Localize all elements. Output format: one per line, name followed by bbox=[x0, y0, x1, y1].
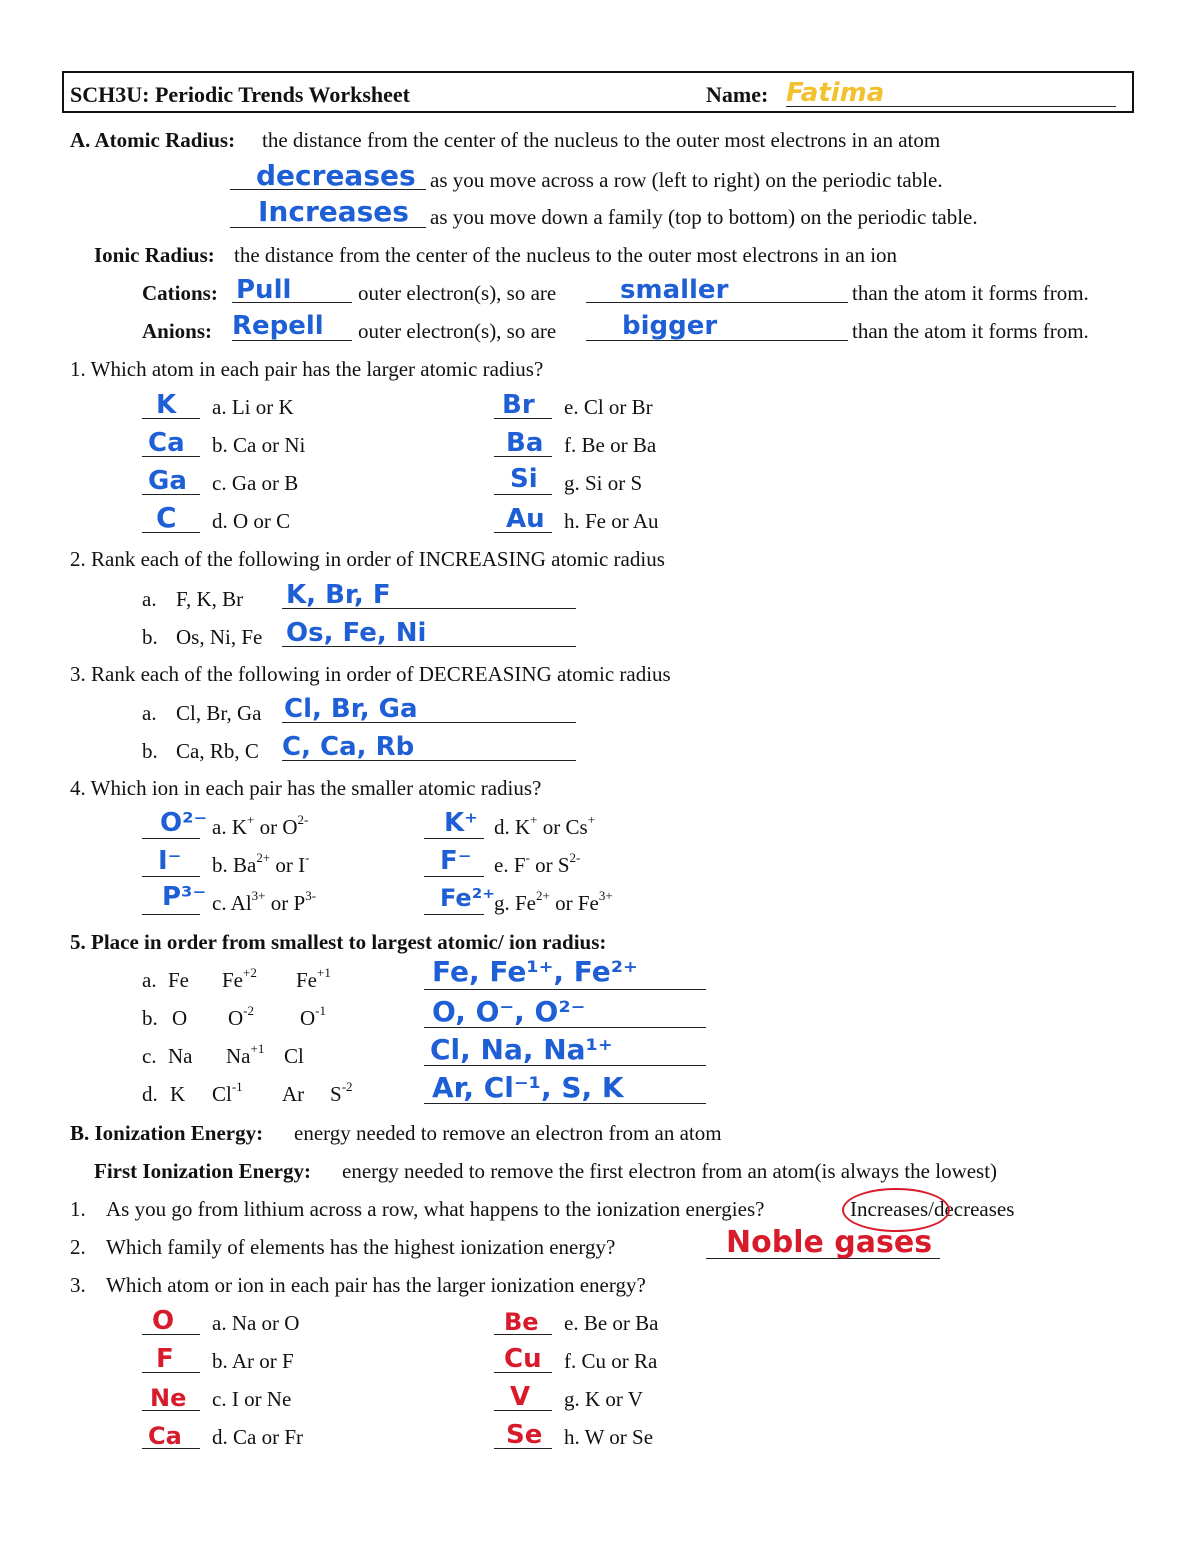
q5a-label: a. bbox=[142, 968, 157, 992]
q5d-answer: Ar, Cl⁻¹, S, K bbox=[432, 1071, 624, 1104]
q1e-answer: Br bbox=[502, 390, 535, 420]
first-ionization-heading: First Ionization Energy: bbox=[94, 1159, 311, 1183]
ionization-heading: B. Ionization Energy: bbox=[70, 1121, 264, 1145]
q3a-answer: Cl, Br, Ga bbox=[284, 694, 418, 724]
b-q1-text: As you go from lithium across a row, what happens to the ionization energies? bbox=[106, 1197, 765, 1221]
q1h-answer: Au bbox=[506, 504, 545, 534]
q5d-c3: Ar bbox=[282, 1082, 305, 1106]
q2b-text: Os, Ni, Fe bbox=[176, 625, 263, 649]
answer-line bbox=[424, 876, 484, 877]
q5-question: 5. Place in order from smallest to largest atomic/ ion radius: bbox=[70, 930, 607, 954]
q1d-answer: C bbox=[156, 501, 177, 534]
anions-end: than the atom it forms from. bbox=[852, 319, 1089, 343]
q5c-label: c. bbox=[142, 1044, 157, 1068]
b-q3b-text: b. Ar or F bbox=[212, 1349, 294, 1373]
ionic-radius-definition: the distance from the center of the nucleus to the outer most electrons in an ion bbox=[234, 243, 898, 267]
q4g-text: g. $Fe^{2+}$ or $Fe^{3+}$ bbox=[494, 888, 613, 915]
b-q1-options: Increases/decreases bbox=[850, 1197, 1015, 1221]
b-q3e-text: e. Be or Ba bbox=[564, 1311, 659, 1335]
q5a-answer: Fe, Fe¹⁺, Fe²⁺ bbox=[432, 955, 638, 988]
anions-answer1: Repell bbox=[232, 311, 324, 341]
b-q3h-answer: Se bbox=[506, 1420, 543, 1450]
q5b-c2: $O^{-2}$ bbox=[228, 1003, 255, 1030]
ionic-radius-heading: Ionic Radius: bbox=[94, 243, 215, 267]
q1g-text: g. Si or S bbox=[564, 471, 643, 495]
b-q3d-text: d. Ca or Fr bbox=[212, 1425, 303, 1449]
q5d-c4: $S^{-2}$ bbox=[330, 1079, 353, 1106]
answer-line bbox=[494, 494, 552, 495]
q5a-c1: Fe bbox=[168, 968, 189, 992]
q4a-text: a. K+ or $O^{2-}$ bbox=[212, 812, 309, 839]
cations-answer1: Pull bbox=[236, 275, 292, 305]
trend2-text: as you move down a family (top to bottom) on the periodic table. bbox=[430, 205, 978, 229]
q3a-label: a. bbox=[142, 701, 157, 725]
q4a-answer: O²⁻ bbox=[160, 808, 208, 838]
q5c-c2: $Na^{+1}$ bbox=[226, 1041, 265, 1068]
q5c-c1: Na bbox=[168, 1044, 193, 1068]
b-q3e-answer: Be bbox=[504, 1308, 539, 1336]
b-q3g-answer: V bbox=[510, 1382, 531, 1412]
q4e-text: e. F- or $S^{2-}$ bbox=[494, 850, 581, 877]
q5b-c3: $O^{-1}$ bbox=[300, 1003, 327, 1030]
q1-question: 1. Which atom in each pair has the larger atomic radius? bbox=[70, 357, 544, 381]
b-q3f-text: f. Cu or Ra bbox=[564, 1349, 658, 1373]
q2b-answer: Os, Fe, Ni bbox=[286, 618, 427, 648]
cations-end: than the atom it forms from. bbox=[852, 281, 1089, 305]
q3b-answer: C, Ca, Rb bbox=[282, 732, 415, 762]
q4d-answer: K⁺ bbox=[444, 808, 478, 838]
q5b-label: b. bbox=[142, 1006, 158, 1030]
q1f-answer: Ba bbox=[506, 428, 544, 458]
answer-line bbox=[142, 876, 200, 877]
q1a-text: a. Li or K bbox=[212, 395, 294, 419]
q2a-answer: K, Br, F bbox=[286, 580, 391, 610]
b-q3b-answer: F bbox=[156, 1344, 174, 1374]
q1a-answer: K bbox=[156, 390, 177, 420]
q1c-answer: Ga bbox=[148, 466, 187, 496]
q2-question: 2. Rank each of the following in order of INCREASING atomic radius bbox=[70, 547, 665, 571]
b-q1-num: 1. bbox=[70, 1197, 86, 1221]
trend2-answer: Increases bbox=[258, 195, 409, 228]
q4b-answer: I⁻ bbox=[158, 846, 182, 876]
b-q2-answer: Noble gases bbox=[726, 1225, 933, 1260]
anions-label: Anions: bbox=[142, 319, 213, 343]
q5a-c3: $Fe^{+1}$ bbox=[296, 965, 331, 992]
q1b-answer: Ca bbox=[148, 428, 185, 458]
q1e-text: e. Cl or Br bbox=[564, 395, 653, 419]
cations-mid: outer electron(s), so are bbox=[358, 281, 557, 305]
worksheet-title: SCH3U: Periodic Trends Worksheet bbox=[70, 82, 410, 107]
q4g-answer: Fe²⁺ bbox=[440, 884, 495, 912]
q2a-text: F, K, Br bbox=[176, 587, 244, 611]
answer-line bbox=[424, 914, 484, 915]
q3b-text: Ca, Rb, C bbox=[176, 739, 259, 763]
b-q3c-answer: Ne bbox=[150, 1384, 187, 1412]
q3-question: 3. Rank each of the following in order of DECREASING atomic radius bbox=[70, 662, 671, 686]
b-q3h-text: h. W or Se bbox=[564, 1425, 654, 1449]
first-ionization-definition: energy needed to remove the first electron from an atom(is always the lowest) bbox=[342, 1159, 998, 1183]
trend1-answer: decreases bbox=[256, 159, 416, 192]
anions-mid: outer electron(s), so are bbox=[358, 319, 557, 343]
q5c-answer: Cl, Na, Na¹⁺ bbox=[430, 1033, 613, 1066]
q5b-answer: O, O⁻, O²⁻ bbox=[432, 995, 586, 1028]
q1c-text: c. Ga or B bbox=[212, 471, 299, 495]
cations-answer2: smaller bbox=[620, 275, 729, 305]
name-label: Name: bbox=[706, 82, 769, 107]
q4-question: 4. Which ion in each pair has the smaller atomic radius? bbox=[70, 776, 542, 800]
q5a-c2: $Fe^{+2}$ bbox=[222, 965, 257, 992]
q2b-label: b. bbox=[142, 625, 158, 649]
answer-line bbox=[424, 838, 484, 839]
answer-line bbox=[142, 838, 200, 839]
name-line bbox=[786, 106, 1116, 107]
b-q3a-answer: O bbox=[152, 1306, 175, 1336]
b-q2-text: Which family of elements has the highest ionization energy? bbox=[106, 1235, 616, 1259]
q5c-c3: Cl bbox=[284, 1044, 304, 1068]
b-q3f-answer: Cu bbox=[504, 1344, 542, 1374]
ionization-definition: energy needed to remove an electron from an atom bbox=[294, 1121, 722, 1145]
q1h-text: h. Fe or Au bbox=[564, 509, 659, 533]
b-q3d-answer: Ca bbox=[148, 1422, 182, 1450]
q5d-c2: $Cl^{-1}$ bbox=[212, 1079, 243, 1106]
q5b-c1: O bbox=[172, 1006, 188, 1030]
q4c-text: c. $Al^{3+}$ or $P^{3-}$ bbox=[212, 888, 317, 915]
anions-answer2: bigger bbox=[622, 311, 718, 341]
q3a-text: Cl, Br, Ga bbox=[176, 701, 262, 725]
q4e-answer: F⁻ bbox=[440, 846, 472, 876]
q4d-text: d. K+ or Cs+ bbox=[494, 812, 596, 839]
atomic-radius-definition: the distance from the center of the nucleus to the outer most electrons in an atom bbox=[262, 128, 941, 152]
answer-line bbox=[424, 989, 706, 990]
atomic-radius-heading: A. Atomic Radius: bbox=[70, 128, 236, 152]
q2a-label: a. bbox=[142, 587, 157, 611]
q1d-text: d. O or C bbox=[212, 509, 291, 533]
q4c-answer: P³⁻ bbox=[162, 882, 207, 912]
q5d-c1: K bbox=[170, 1082, 186, 1106]
b-q3a-text: a. Na or O bbox=[212, 1311, 300, 1335]
b-q3-text: Which atom or ion in each pair has the larger ionization energy? bbox=[106, 1273, 646, 1297]
q1b-text: b. Ca or Ni bbox=[212, 433, 306, 457]
q1f-text: f. Be or Ba bbox=[564, 433, 657, 457]
b-q3g-text: g. K or V bbox=[564, 1387, 643, 1411]
q1g-answer: Si bbox=[510, 464, 538, 494]
b-q2-num: 2. bbox=[70, 1235, 86, 1259]
name-value: Fatima bbox=[786, 78, 885, 108]
answer-line bbox=[142, 914, 200, 915]
q5d-label: d. bbox=[142, 1082, 158, 1106]
b-q3c-text: c. I or Ne bbox=[212, 1387, 292, 1411]
trend1-text: as you move across a row (left to right) on the periodic table. bbox=[430, 168, 943, 192]
cations-label: Cations: bbox=[142, 281, 218, 305]
q3b-label: b. bbox=[142, 739, 158, 763]
b-q3-num: 3. bbox=[70, 1273, 86, 1297]
q4b-text: b. $Ba^{2+}$ or I- bbox=[212, 850, 310, 877]
